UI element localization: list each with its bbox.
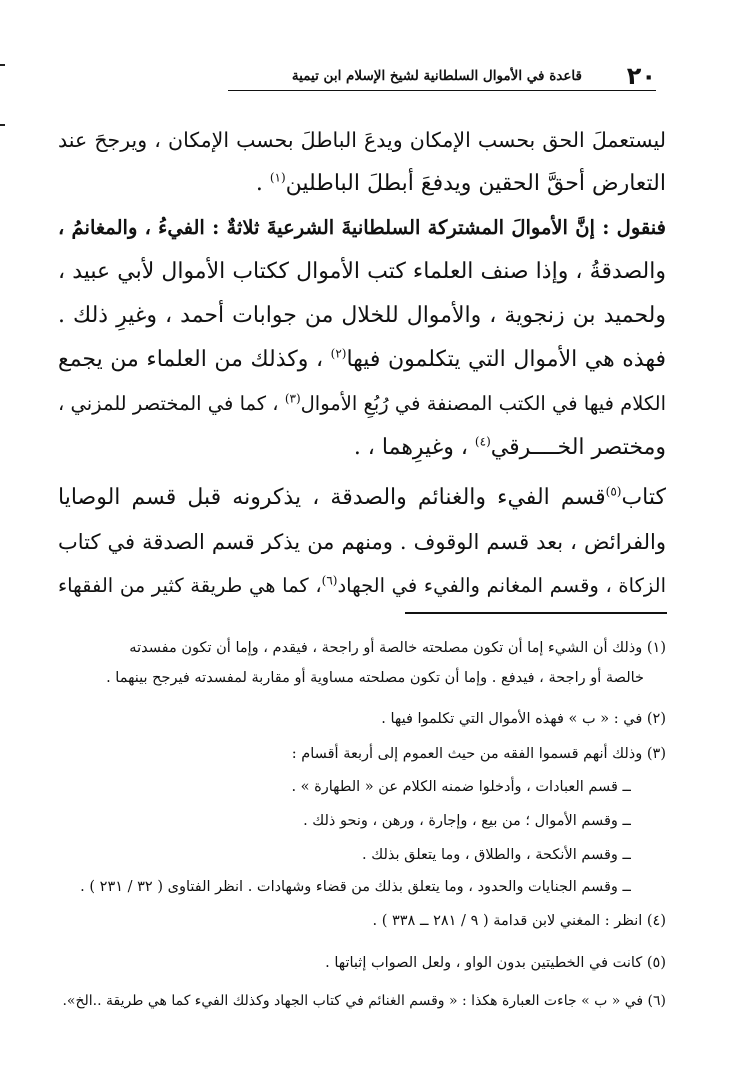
scan-edge-mark: [0, 64, 5, 66]
footnote-line: (٤) انظر : المغني لابن قدامة ( ٩ / ٢٨١ ــ ٣٣٨ ) .: [372, 913, 666, 929]
footnote-ref: (٤): [474, 434, 491, 449]
footnote-ref: (٦): [321, 573, 338, 588]
footnote-line: خالصة أو راجحة ، فيدفع . وإما أن تكون مصلحته مساوية أو مقاربة لمفسدته فيرجح بينهما .: [106, 670, 644, 686]
text-line: والصدقةُ ، وإذا صنف العلماء كتب الأموال ككتاب الأموال لأبي عبيد ،: [58, 259, 666, 284]
footnote-line: (٥) كانت في الخطيتين بدون الواو ، ولعل الصواب إثباتها .: [325, 955, 666, 971]
footnote-line: (٦) في « ب » جاءت العبارة هكذا : « وقسم الغنائم في كتاب الجهاد وكذلك الفيء كما هي طريقة ..الخ».: [62, 993, 666, 1009]
page-number: ٢٠: [626, 62, 656, 90]
text-line: الكلام فيها في الكتب المصنفة في رُبُعِ الأموال$^{(٣)}$ ، كما في المختصر للمزني ،: [58, 391, 666, 415]
footnote-separator: [405, 612, 667, 614]
footnote-ref: (٣): [284, 391, 301, 406]
text-line: ليستعملَ الحق بحسب الإمكان ويدعَ الباطلَ بحسب الإمكان ، ويرجحَ عند: [58, 128, 666, 152]
footnote-line: ــ وقسم الأنكحة ، والطلاق ، وما يتعلق بذلك .: [362, 847, 631, 863]
text-line: كتاب$^{(٥)}$قسم الفيء والغنائم والصدقة ، يذكرونه قبل قسم الوصايا: [58, 484, 666, 510]
text-line: التعارض أحقَّ الحقين ويدفعَ أبطلَ الباطلين$^{(١)}$ .: [255, 170, 666, 196]
footnote-line: (٣) وذلك أنهم قسموا الفقه من حيث العموم إلى أربعة أقسام :: [291, 746, 666, 762]
text-line: فهذه هي الأموال التي يتكلمون فيها$^{(٢)}$ ، وكذلك من العلماء من يجمع: [58, 346, 666, 372]
text-line: [58, 206, 666, 250]
running-title: قاعدة في الأموال السلطانية لشيخ الإسلام ابن تيمية: [291, 68, 582, 84]
text-line: ولحميد بن زنجوية ، والأموال للخلال من جوابات أحمد ، وغيرِ ذلك .: [58, 303, 666, 328]
para-lead: فنقول : إنَّ الأموالَ المشتركة السلطانيةَ الشرعيةَ ثلاثةٌ : الفيءُ ، والمغانمُ ،: [58, 216, 666, 239]
scan-edge-mark: [0, 124, 5, 126]
text-line: الزكاة ، وقسم المغانم والفيء في الجهاد$^{(٦)}$، كما هي طريقة كثير من الفقهاء: [58, 573, 666, 597]
footnote-line: ــ وقسم الجنايات والحدود ، وما يتعلق بذلك من قضاء وشهادات . انظر الفتاوى ( ٣٢ / ٢٣١ ) .: [80, 879, 631, 895]
page-header: [228, 62, 656, 91]
footnote-ref: (١): [269, 170, 286, 185]
footnote-ref: (٥): [605, 484, 622, 499]
footnote-line: (١) وذلك أن الشيء إما أن تكون مصلحته خالصة أو راجحة ، فيقدم ، وإما أن تكون مفسدته: [129, 640, 666, 656]
footnote-line: (٢) في : « ب » فهذه الأموال التي تكلموا فيها .: [381, 711, 666, 727]
text-line: ومختصر الخــــرقي$^{(٤)}$ ، وغيرِهما ، .: [353, 434, 666, 460]
footnote-line: ــ قسم العبادات ، وأدخلوا ضمنه الكلام عن « الطهارة » .: [291, 779, 631, 795]
footnote-ref: (٢): [330, 346, 347, 361]
footnote-line: ــ وقسم الأموال ؛ من بيع ، وإجارة ، ورهن ، ونحو ذلك .: [303, 813, 631, 829]
text-line: والفرائض ، بعد قسم الوقوف . ومنهم من يذكر قسم الصدقة في كتاب: [58, 530, 666, 554]
